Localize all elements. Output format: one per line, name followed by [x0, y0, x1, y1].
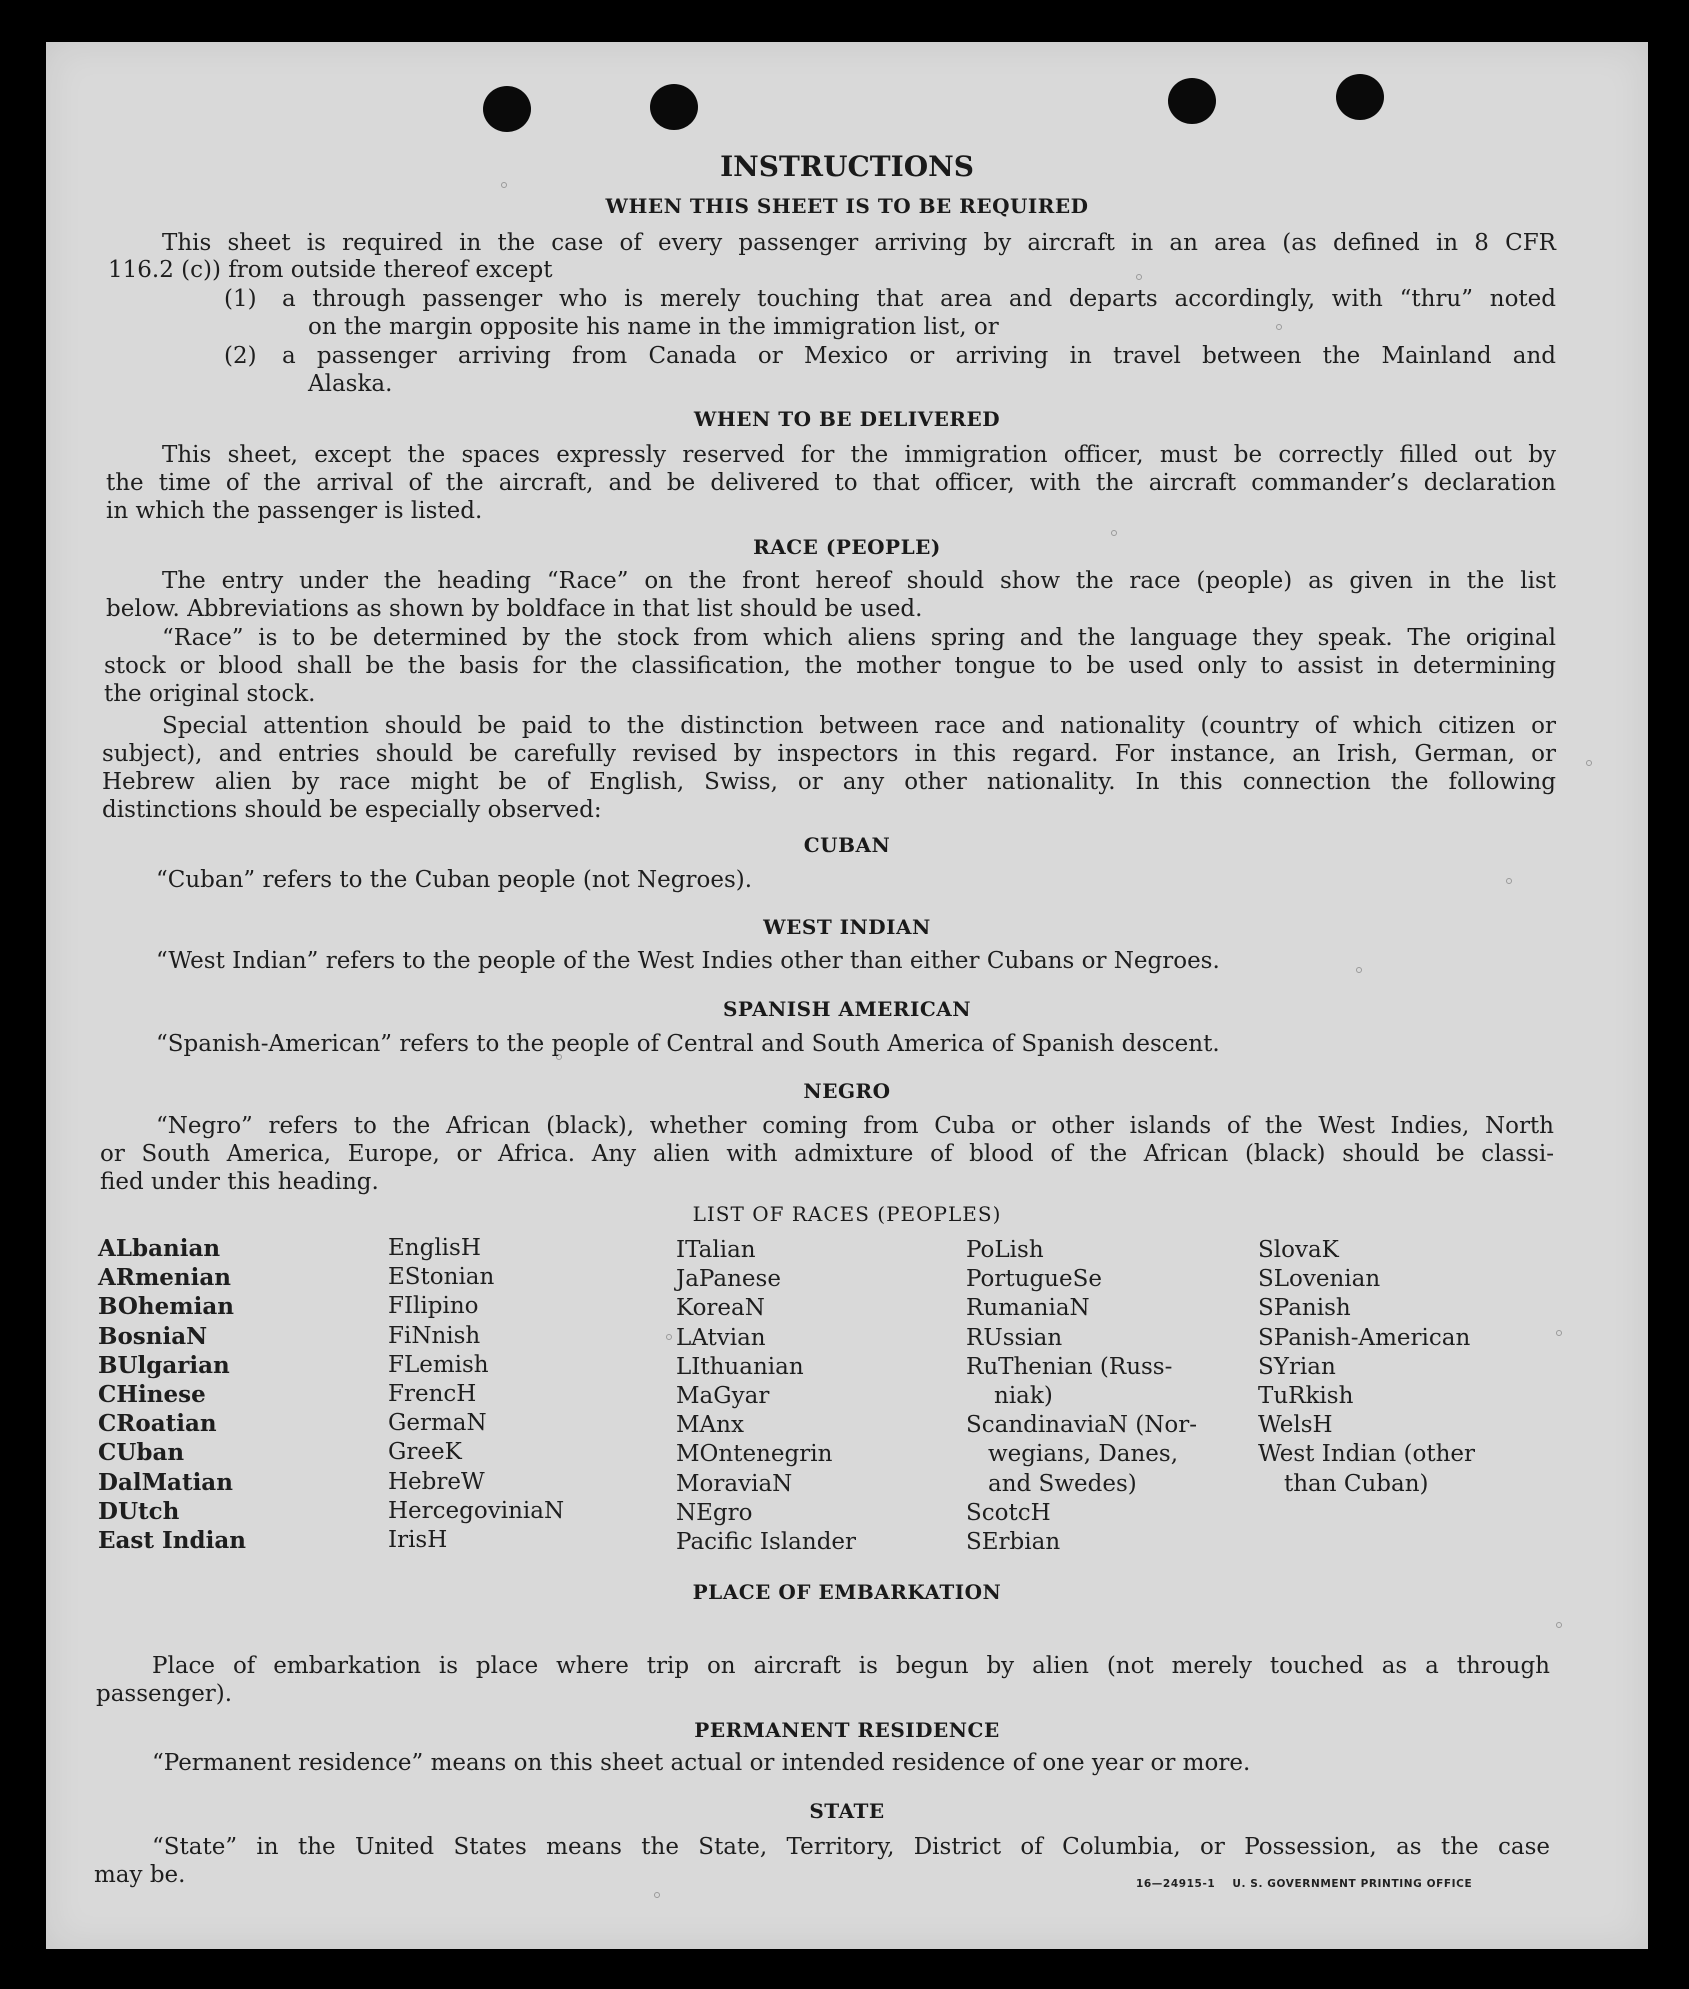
race-item: SPanish: [1258, 1295, 1351, 1322]
race-column-2: [388, 1234, 564, 1555]
list-item-line: a through passenger who is merely touching that area and departs accordingly, with “thru” noted: [282, 286, 1556, 312]
race-item: ScandinaviaN (Nor-: [966, 1412, 1197, 1439]
race-item: LIthuanian: [676, 1353, 804, 1380]
race-item: GermaN: [388, 1410, 487, 1437]
race-item: and Swedes): [988, 1470, 1137, 1497]
section-heading: WHEN TO BE DELIVERED: [693, 407, 1001, 431]
race-item: CHinese: [98, 1381, 206, 1409]
list-number: (1): [224, 286, 257, 312]
race-item: DUtch: [98, 1497, 180, 1525]
race-item: FrencH: [388, 1381, 477, 1408]
race-item: West Indian (other: [1258, 1441, 1476, 1468]
race-item: Pacific Islander: [676, 1529, 857, 1556]
section-heading: WEST INDIAN: [763, 915, 931, 939]
paragraph-line: “Spanish-American” refers to the people of Central and South America of Spanish descent.: [156, 1031, 1220, 1057]
paragraph-line: “Negro” refers to the African (black), whether coming from Cuba or other islands of the West Indies, North: [156, 1113, 1554, 1139]
race-item: BOhemian: [98, 1293, 234, 1321]
list-item-line: a passenger arriving from Canada or Mexico or arriving in travel between the Mainland and: [282, 343, 1556, 369]
punch-hole: [1168, 78, 1216, 124]
paragraph-line: “West Indian” refers to the people of the West Indies other than either Cubans or Negroes.: [156, 948, 1220, 974]
race-item: niak): [994, 1383, 1053, 1410]
race-item: CRoatian: [98, 1410, 217, 1438]
race-item: PoLish: [966, 1237, 1044, 1263]
race-item: HebreW: [388, 1468, 485, 1495]
paragraph-line: Place of embarkation is place where trip on aircraft is begun by alien (not merely touched as a through: [152, 1653, 1550, 1679]
race-column-3: [676, 1236, 856, 1557]
section-heading: PERMANENT RESIDENCE: [694, 1718, 1000, 1742]
race-column-4: [966, 1236, 1197, 1557]
paragraph-line: “State” in the United States means the State, Territory, District of Columbia, or Possession, as the case: [152, 1834, 1550, 1860]
list-item-line: Alaska.: [308, 371, 393, 397]
paragraph-line: fied under this heading.: [100, 1169, 379, 1195]
race-item: FIlipino: [388, 1293, 479, 1320]
race-item: SLovenian: [1258, 1266, 1381, 1293]
race-item: TuRkish: [1258, 1383, 1354, 1410]
paragraph-line: may be.: [94, 1862, 186, 1888]
race-item: ITalian: [676, 1237, 756, 1263]
race-item: RumaniaN: [966, 1295, 1090, 1322]
race-item: ScotcH: [966, 1499, 1051, 1526]
section-heading: RACE (PEOPLE): [753, 535, 941, 559]
race-item: PortugueSe: [966, 1266, 1102, 1293]
race-item: FiNnish: [388, 1322, 481, 1349]
race-item: SlovaK: [1258, 1237, 1339, 1263]
race-item: ARmenian: [98, 1264, 232, 1292]
race-item: IrisH: [388, 1527, 448, 1554]
paragraph-line: the time of the arrival of the aircraft, and be delivered to that officer, with the aircraft commander’s declaration: [106, 470, 1556, 496]
paragraph-line: Special attention should be paid to the distinction between race and nationality (country of which citizen or: [162, 713, 1556, 739]
paragraph-line: passenger).: [96, 1681, 233, 1707]
paragraph-line: subject), and entries should be carefully revised by inspectors in this regard. For instance, an Irish, German, or: [102, 741, 1556, 767]
race-item: SPanish-American: [1258, 1324, 1471, 1351]
punch-hole: [650, 84, 698, 130]
race-item: BUlgarian: [98, 1351, 230, 1379]
race-item: RUssian: [966, 1324, 1063, 1351]
race-item: ALbanian: [98, 1235, 221, 1262]
race-item: than Cuban): [1284, 1470, 1429, 1497]
paragraph-line: “Cuban” refers to the Cuban people (not Negroes).: [156, 867, 753, 893]
paragraph-line: This sheet is required in the case of every passenger arriving by aircraft in an area (as defined in 8 CFR: [162, 230, 1556, 256]
paragraph-line: or South America, Europe, or Africa. Any alien with admixture of blood of the African (black) should be classi-: [100, 1141, 1554, 1167]
paragraph-line: Hebrew alien by race might be of English, Swiss, or any other nationality. In this connection the following: [102, 769, 1556, 795]
race-item: East Indian: [98, 1527, 246, 1555]
race-item: SYrian: [1258, 1353, 1336, 1380]
race-item: RuThenian (Russ-: [966, 1353, 1173, 1380]
paragraph-line: This sheet, except the spaces expressly reserved for the immigration officer, must be correctly filled out by: [162, 442, 1556, 468]
paragraph-line: in which the passenger is listed.: [106, 498, 483, 524]
race-item: LAtvian: [676, 1324, 766, 1351]
paragraph-line: “Permanent residence” means on this sheet actual or intended residence of one year or more.: [152, 1750, 1251, 1776]
paragraph-line: the original stock.: [104, 681, 316, 707]
paragraph-line: The entry under the heading “Race” on the front hereof should show the race (people) as given in the list: [162, 568, 1556, 594]
race-item: WelsH: [1258, 1412, 1333, 1439]
race-item: MoraviaN: [676, 1470, 793, 1497]
section-heading: WHEN THIS SHEET IS TO BE REQUIRED: [605, 194, 1089, 218]
race-item: CUban: [98, 1439, 185, 1467]
race-item: NEgro: [676, 1499, 753, 1526]
section-heading: SPANISH AMERICAN: [722, 997, 972, 1021]
list-item-line: on the margin opposite his name in the immigration list, or: [308, 314, 999, 340]
paragraph-line: below. Abbreviations as shown by boldface in that list should be used.: [106, 596, 923, 622]
document-page: [46, 42, 1648, 1949]
paragraph-line: distinctions should be especially observed:: [102, 797, 602, 823]
section-heading: CUBAN: [803, 833, 891, 857]
page-title: INSTRUCTIONS: [720, 150, 974, 183]
race-item: MAnx: [676, 1412, 744, 1439]
race-column-1: [98, 1234, 246, 1555]
race-item: HercegoviniaN: [388, 1497, 565, 1524]
section-heading: STATE: [809, 1799, 885, 1823]
race-item: SErbian: [966, 1529, 1061, 1556]
section-heading: LIST OF RACES (PEOPLES): [692, 1202, 1002, 1226]
section-heading: PLACE OF EMBARKATION: [692, 1580, 1002, 1604]
punch-hole: [483, 86, 531, 132]
race-item: BosniaN: [98, 1322, 208, 1350]
race-item: MOntenegrin: [676, 1441, 833, 1468]
paragraph-line: “Race” is to be determined by the stock from which aliens spring and the language they speak. The original: [162, 625, 1556, 651]
paragraph-line: 116.2 (c)) from outside thereof except: [108, 257, 553, 283]
race-item: JaPanese: [676, 1266, 781, 1293]
race-column-5: [1258, 1236, 1475, 1499]
race-item: DalMatian: [98, 1468, 233, 1496]
race-item: GreeK: [388, 1439, 462, 1466]
section-heading: NEGRO: [803, 1079, 891, 1103]
race-item: wegians, Danes,: [988, 1441, 1179, 1468]
printing-office-footer: 16—24915-1 U. S. GOVERNMENT PRINTING OFFICE: [1136, 1878, 1473, 1890]
race-item: MaGyar: [676, 1383, 770, 1410]
paragraph-line: stock or blood shall be the basis for the classification, the mother tongue to be used only to assist in determining: [104, 653, 1556, 679]
punch-hole: [1336, 74, 1384, 120]
race-item: FLemish: [388, 1351, 489, 1378]
race-item: EStonian: [388, 1264, 495, 1291]
race-item: KoreaN: [676, 1295, 765, 1322]
list-number: (2): [224, 343, 257, 369]
race-item: EnglisH: [388, 1235, 481, 1261]
